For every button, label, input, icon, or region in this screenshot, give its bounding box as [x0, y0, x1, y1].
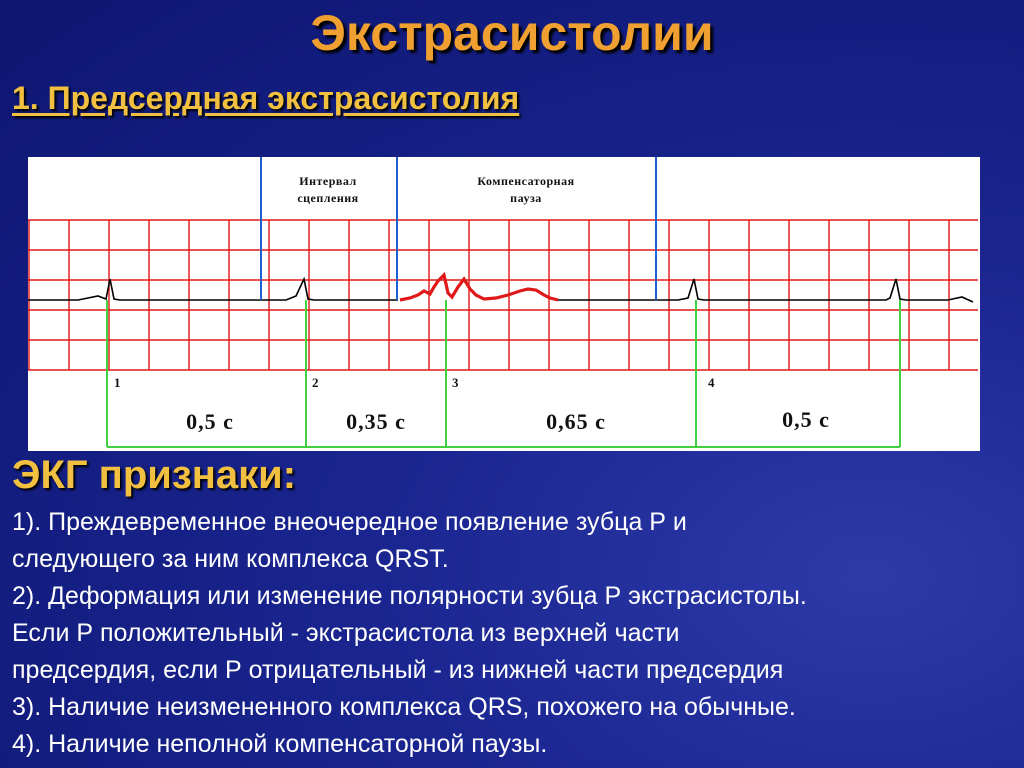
sign-line: 2). Деформация или изменение полярности зубца Р экстрасистолы. [12, 582, 807, 610]
sign-line: 1). Преждевременное внеочередное появление зубца Р и [12, 508, 687, 536]
sign-line: 4). Наличие неполной компенсаторной паузы. [12, 730, 548, 758]
ecg-diagram [28, 157, 980, 451]
ecg-trace-normal [28, 279, 398, 300]
slide-title: Экстрасистолии [310, 5, 714, 61]
sign-line: предсердия, если Р отрицательный - из нижней части предсердия [12, 656, 784, 684]
comp-pause-label-1: Компенсаторная [477, 174, 575, 188]
coupling-interval-label-1: Интервал [299, 174, 357, 188]
beat-number-4: 4 [708, 375, 715, 390]
beat-number-1: 1 [114, 375, 121, 390]
sign-line: Если Р положительный - экстрасистола из верхней части [12, 619, 680, 647]
comp-pause-label-2: пауза [510, 191, 542, 205]
sign-line: следующего за ним комплекса QRST. [12, 545, 449, 573]
beat-number-2: 2 [312, 375, 319, 390]
beat-number-3: 3 [452, 375, 459, 390]
sign-line: 3). Наличие неизмененного комплекса QRS, похожего на обычные. [12, 693, 796, 721]
coupling-interval-label-2: сцепления [297, 191, 359, 205]
duration-3: 0,65 с [546, 409, 606, 434]
ecg-signs-list [12, 504, 1016, 763]
slide-subtitle: 1. Предсердная экстрасистолия [12, 80, 520, 116]
ecg-trace-normal-2 [558, 279, 973, 302]
duration-4: 0,5 с [782, 407, 830, 432]
duration-1: 0,5 с [186, 409, 234, 434]
ecg-signs-heading: ЭКГ признаки: [12, 453, 297, 497]
duration-2: 0,35 с [346, 409, 406, 434]
ecg-strip [28, 157, 980, 451]
ecg-trace-extrasystole [400, 275, 558, 300]
